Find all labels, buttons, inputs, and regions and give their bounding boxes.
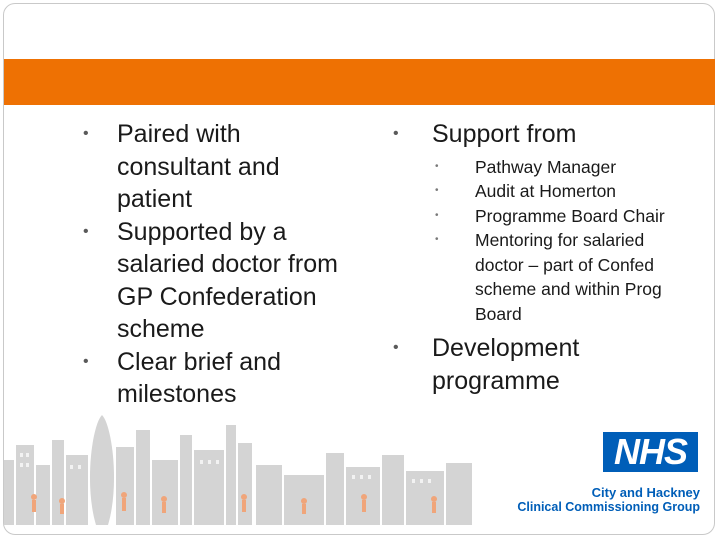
sub-bullet-list: [390, 155, 690, 327]
bullet-icon: •: [83, 125, 89, 142]
sub-list-item-text: Audit at Homerton: [475, 181, 617, 201]
bullet-icon: •: [83, 222, 89, 240]
bullet-icon: •: [435, 160, 439, 172]
bullet-icon: •: [435, 185, 439, 196]
left-column: [80, 118, 350, 411]
nhs-logo: NHS: [603, 432, 698, 472]
sub-list-item: [390, 204, 690, 229]
list-item-text: Clear brief and milestones: [117, 347, 281, 408]
city-skyline-illustration: [4, 405, 474, 525]
sub-list-item: [390, 179, 690, 204]
bullet-icon: •: [393, 339, 399, 356]
list-item: [80, 346, 350, 411]
list-item-text: Supported by a salaried doctor from GP Confederation scheme: [117, 217, 338, 343]
sub-list-item-text: Programme Board Chair: [475, 205, 665, 226]
bullet-icon: •: [83, 352, 89, 370]
title-band: [4, 59, 715, 105]
left-bullet-list: [80, 118, 350, 411]
sub-list-item-text: Pathway Manager: [475, 156, 617, 177]
sub-list-item: [390, 155, 690, 180]
sub-list-item-text: Mentoring for salaried doctor – part of Confed scheme and within Prog Board: [475, 230, 662, 324]
list-item-text: Development programme: [432, 334, 580, 395]
bullet-icon: •: [435, 209, 439, 221]
list-item-text: Paired with consultant and patient: [117, 120, 280, 213]
bullet-icon: •: [393, 125, 399, 142]
list-item: [80, 216, 350, 346]
ccg-name-line1: City and Hackney: [591, 485, 700, 500]
right-bullet-list: [390, 118, 690, 151]
right-bullet-list-2: [390, 332, 690, 397]
list-item: [80, 118, 350, 216]
right-column: [390, 118, 690, 397]
sub-list-item: [390, 228, 690, 326]
list-item: [390, 332, 690, 397]
ccg-name-line2: Clinical Commissioning Group: [517, 500, 700, 514]
list-item-text: Support from: [432, 120, 577, 148]
list-item: [390, 118, 690, 151]
bullet-icon: •: [435, 234, 439, 245]
